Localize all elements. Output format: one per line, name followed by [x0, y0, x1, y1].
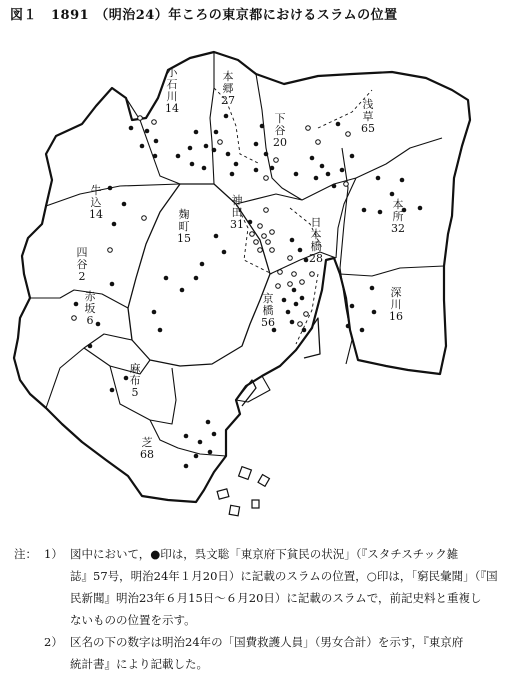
note-1-line-4: ないものの位置を示す。	[70, 613, 196, 627]
note-2	[14, 631, 514, 653]
notes-head: 注：	[14, 547, 37, 561]
dock-lines	[236, 318, 320, 406]
ward-label-shiba	[140, 435, 154, 461]
ward-labels	[77, 65, 406, 461]
ward-label-kyobashi	[261, 291, 275, 329]
ward-count-ushigome: 14	[89, 208, 103, 221]
note-1-line-2: 誌』57号，明治24年１月20日）に記載のスラムの位置，○印は，「窮民彙聞」（『国	[70, 569, 498, 583]
ward-label-koishikawa	[165, 65, 179, 115]
ward-label-fukagawa	[389, 286, 403, 323]
note-2-number: 2）	[44, 635, 63, 649]
ward-name-kanda: 神田	[231, 194, 243, 219]
note-2-line-1: 区名の下の数字は明治24年の「国費救護人員」（男女合計）を示す，『東京府	[70, 635, 464, 649]
ward-name-kojimachi: 麹町	[178, 208, 190, 233]
ward-name-shitaya: 下谷	[274, 112, 286, 137]
ward-label-nihonbashi	[309, 216, 323, 265]
note-1-line-3: 民新聞』明治23年６月15日～６月20日）に記載のスラムで，前記史料と重複し	[70, 591, 482, 605]
ward-label-yotsuya	[77, 246, 88, 283]
ward-name-azabu: 麻布	[129, 362, 141, 387]
ward-count-kyobashi: 56	[261, 316, 275, 329]
ward-label-azabu	[130, 362, 141, 399]
ward-count-kanda: 31	[230, 218, 244, 231]
ward-name-yotsuya: 四谷	[76, 246, 88, 271]
bay-islands	[217, 467, 269, 516]
ward-count-fukagawa: 16	[389, 310, 403, 323]
slum-points-filled	[74, 114, 423, 469]
ward-name-ushigome: 牛込	[90, 184, 102, 209]
ward-label-shitaya	[273, 112, 287, 149]
ward-count-akasaka: 6	[86, 314, 94, 327]
note-2-line-2: 統計書』により記載した。	[70, 657, 208, 671]
note-1	[14, 543, 514, 565]
note-1-line-1: 図中において，●印は，呉文聡「東京府下貧民の状況」（『スタチスチック雑	[70, 547, 459, 561]
ward-label-hongo	[221, 69, 235, 107]
ward-label-honjo	[391, 197, 405, 235]
slum-map	[0, 28, 520, 540]
ward-count-yotsuya: 2	[78, 270, 86, 283]
ward-count-azabu: 5	[131, 386, 139, 399]
note-1-number: 1）	[44, 547, 63, 561]
ward-name-fukagawa: 深川	[390, 286, 402, 311]
ward-label-kojimachi	[177, 207, 191, 245]
ward-label-ushigome	[89, 183, 103, 221]
ward-name-asakusa: 浅草	[362, 98, 374, 123]
ward-label-kanda	[230, 193, 244, 231]
ward-label-akasaka	[85, 289, 97, 327]
ward-count-nihonbashi: 28	[309, 252, 323, 265]
ward-name-hongo: 本郷	[222, 70, 234, 95]
notes	[14, 543, 514, 675]
ward-name-shiba: 芝	[141, 436, 153, 449]
figure-caption	[10, 4, 510, 23]
slum-points-hollow	[72, 116, 351, 327]
caption-title: （明治24）年ころの東京都におけるスラムの位置	[95, 8, 398, 23]
ward-count-asakusa: 65	[361, 122, 375, 135]
kojimachi-boundary	[128, 184, 270, 366]
ward-count-kojimachi: 15	[177, 232, 191, 245]
ward-count-hongo: 27	[221, 94, 235, 107]
ward-name-kyobashi: 京橋	[262, 292, 274, 317]
ward-count-honjo: 32	[391, 222, 405, 235]
ward-name-koishikawa: 小石川	[166, 66, 178, 103]
ward-count-shitaya: 20	[273, 136, 287, 149]
ward-name-nihonbashi: 日本橋	[310, 216, 322, 253]
ward-label-asakusa	[361, 97, 375, 135]
ward-name-akasaka: 赤坂	[84, 290, 96, 315]
caption-year: 1891	[51, 8, 90, 23]
ward-count-shiba: 68	[140, 448, 154, 461]
ward-name-honjo: 本所	[392, 198, 404, 223]
ward-count-koishikawa: 14	[165, 102, 179, 115]
figure-label: 図１	[10, 8, 38, 23]
